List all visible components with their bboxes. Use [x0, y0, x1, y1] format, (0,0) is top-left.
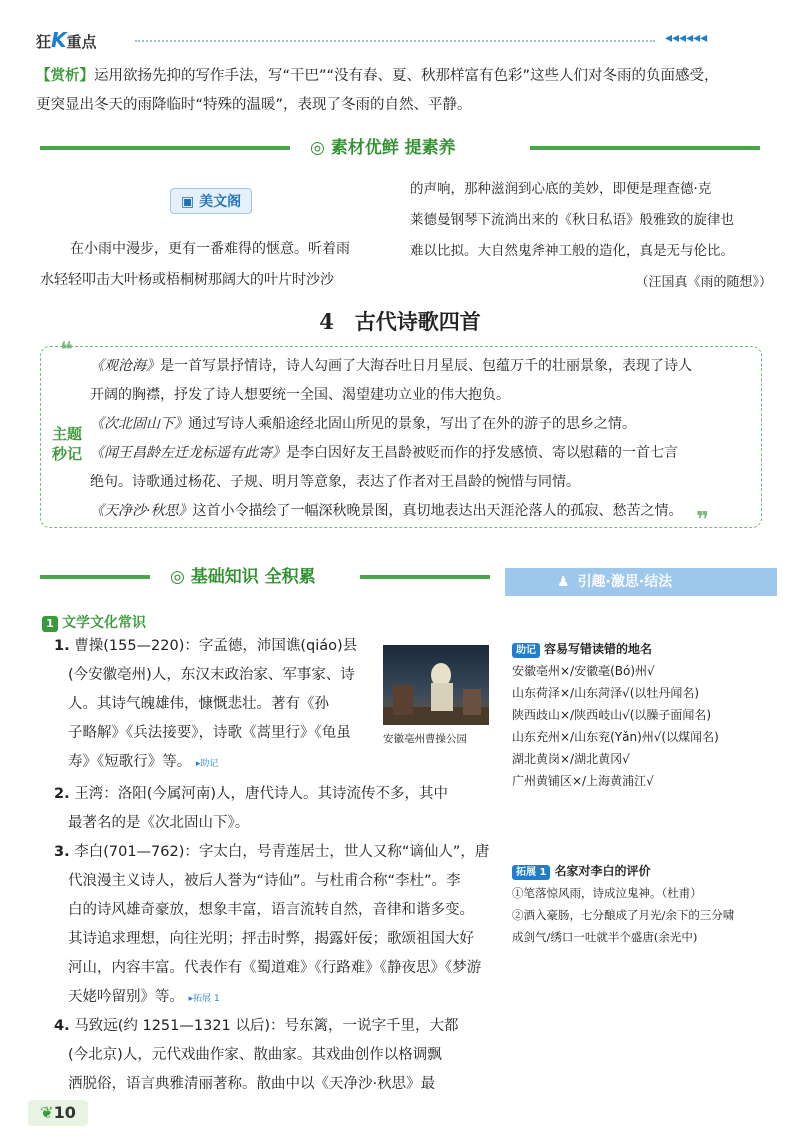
essay-left-line2: 水轻轻叩击大叶杨或梧桐树那阔大的叶片时沙沙 [40, 272, 334, 288]
essay-left-line1: 在小雨中漫步，更有一番难得的惬意。听着雨 [70, 241, 350, 257]
lesson-title: 4 古代诗歌四首 [319, 309, 481, 334]
theme-content: 《观沧海》是一首写景抒情诗，诗人勾画了大海吞吐日月星辰、包蕴万千的壮丽景象，表现了诗人 开阔的胸襟，抒发了诗人想要统一全国、渴望建功立业的伟大抱负。 《次北固山下》通过写诗人乘船途经北固山所见的景象，写出了在外的游子的思乡之情。 《闻王昌龄左迁龙标遥有此寄》是李白因好友王昌龄被贬而作的抒发感愤、寄以慰藉的一首七言 绝句。诗歌通过杨花、子规、明月等意象，表达了作者对王昌龄的惋惜与同情。 《天净沙·秋思》这首小令描绘了一幅深秋晚景图，真切地表达出天涯沦落人的孤寂、愁苦之情。 [90, 358, 692, 519]
appreciation-paragraph: 【赏析】运用欲扬先抑的写作手法，写“干巴”“没有春、夏、秋那样富有色彩”这些人们对冬雨的负面感受， 更突显出冬天的雨降临时“特殊的温暖”，表现了冬雨的自然、平静。 [36, 68, 719, 113]
section-banner-basics: ◎ 基础知识 全积累 [40, 565, 490, 587]
theme-label: 主题 秒记 [52, 425, 83, 463]
statue-image [383, 645, 489, 725]
sidebar-extension: 拓展 1 名家对李白的评价 ①笔落惊风雨，诗成泣鬼神。（杜甫） ②酒入豪肠，七分酿成了月光/余下的三分啸 成剑气/绣口一吐就半个盛唐(余光中) [512, 864, 735, 944]
knowledge-heading: 1 文学文化常识 [42, 612, 146, 632]
place-item: 山东荷泽×/山东菏泽√(以牡丹闻名) [512, 686, 700, 700]
essay-right: 的声响，那种滋润到心底的美妙，即便是理查德·克 莱德曼钢琴下流淌出来的《秋日私语》般雅致的旋律也 难以比拟。大自然鬼斧神工般的造化，真是无与伦比。 （汪国真《雨的随想》） [410, 181, 772, 290]
sidebar-title: ♟ 引趣·激思·结法 [505, 568, 777, 596]
mnemonic-link[interactable]: ▸助记 [195, 759, 219, 769]
statue-photo [383, 645, 489, 725]
place-item: 湖北黄岗×/湖北黄冈√ [512, 752, 630, 766]
place-item: 安徽亳州×/安徽毫(Bó)州√ [512, 664, 655, 678]
item-wangwan: 2. 王湾：洛阳(今属河南)人，唐代诗人。其诗流传不多，其中 最著名的是《次北固山下》。 [54, 786, 449, 831]
beauty-badge: ▣ 美文阁 [170, 188, 252, 214]
open-quote-icon: ❝ [60, 338, 73, 363]
place-item: 陕西歧山×/陕西岐山√(以臊子面闻名) [512, 708, 712, 722]
header-logo: 狂K重点 [36, 28, 97, 52]
header-arrows: ◂◂◂◂◂◂ [665, 30, 708, 46]
item-libai: 3. 李白(701—762)：字太白，号青莲居士，世人又称“谪仙人”，唐 代浪漫主义诗人，被后人誉为“诗仙”。与杜甫合称“李杜”。李 白的诗风雄奇豪放，想象丰富，语言流转自然，音律和谐多变。 其诗追求理想，向往光明；抨击时弊，揭露奸佞；歌颂祖国大好 河山，内容丰富。代表作有《蜀道难》《行路难》《静夜思》《梦游 天姥吟留别》等。 ▸拓展 1 [54, 844, 490, 1005]
person-icon: ♟ [557, 574, 570, 590]
photo-caption: 安徽亳州曹操公园 [383, 733, 467, 745]
swirl-icon: ◎ [170, 567, 191, 587]
leaf-number-icon: 1 [42, 616, 58, 632]
book-icon: ▣ [181, 194, 200, 210]
close-quote-icon: ❞ [696, 508, 709, 533]
leaf-icon: ❦ [40, 1103, 54, 1122]
swirl-icon: ◎ [310, 138, 331, 158]
section-banner-materials: ◎ 素材优鲜 提素养 [40, 136, 760, 158]
item-mazhiyuan: 4. 马致远(约 1251—1321 以后)：号东篱，一说字千里，大都 (今北京)人，元代戏曲作家、散曲家。其戏曲创作以格调飘 洒脱俗，语言典雅清丽著称。散曲中以《天净沙·秋思》最 [54, 1018, 459, 1092]
header-divider [135, 40, 655, 42]
extension-link[interactable]: ▸拓展 1 [188, 994, 220, 1004]
place-item: 山东充州×/山东兖(Yǎn)州√(以煤闻名) [512, 730, 719, 744]
item-caocao: 1. 曹操(155—220)：字孟德，沛国谯(qiáo)县 (今安徽亳州)人，东汉末政治家、军事家、诗 人。其诗气魄雄伟，慷慨悲壮。著有《孙 子略解》《兵法接要》，诗歌《蒿里行》《龟虽 寿》《短歌行》等。 ▸助记 [54, 638, 358, 770]
sidebar-tips: 助记 容易写错读错的地名 安徽亳州×/安徽毫(Bó)州√ 山东荷泽×/山东菏泽√(以牡丹闻名) 陕西歧山×/陕西岐山√(以臊子面闻名) 山东充州×/山东兖(Yǎn)州√(以煤闻名) 湖北黄岗×/湖北黄冈√ 广州黄铺区×/上海黄浦江√ [512, 638, 777, 792]
place-item: 广州黄铺区×/上海黄浦江√ [512, 774, 654, 788]
page-number: ❦10 [28, 1100, 88, 1126]
